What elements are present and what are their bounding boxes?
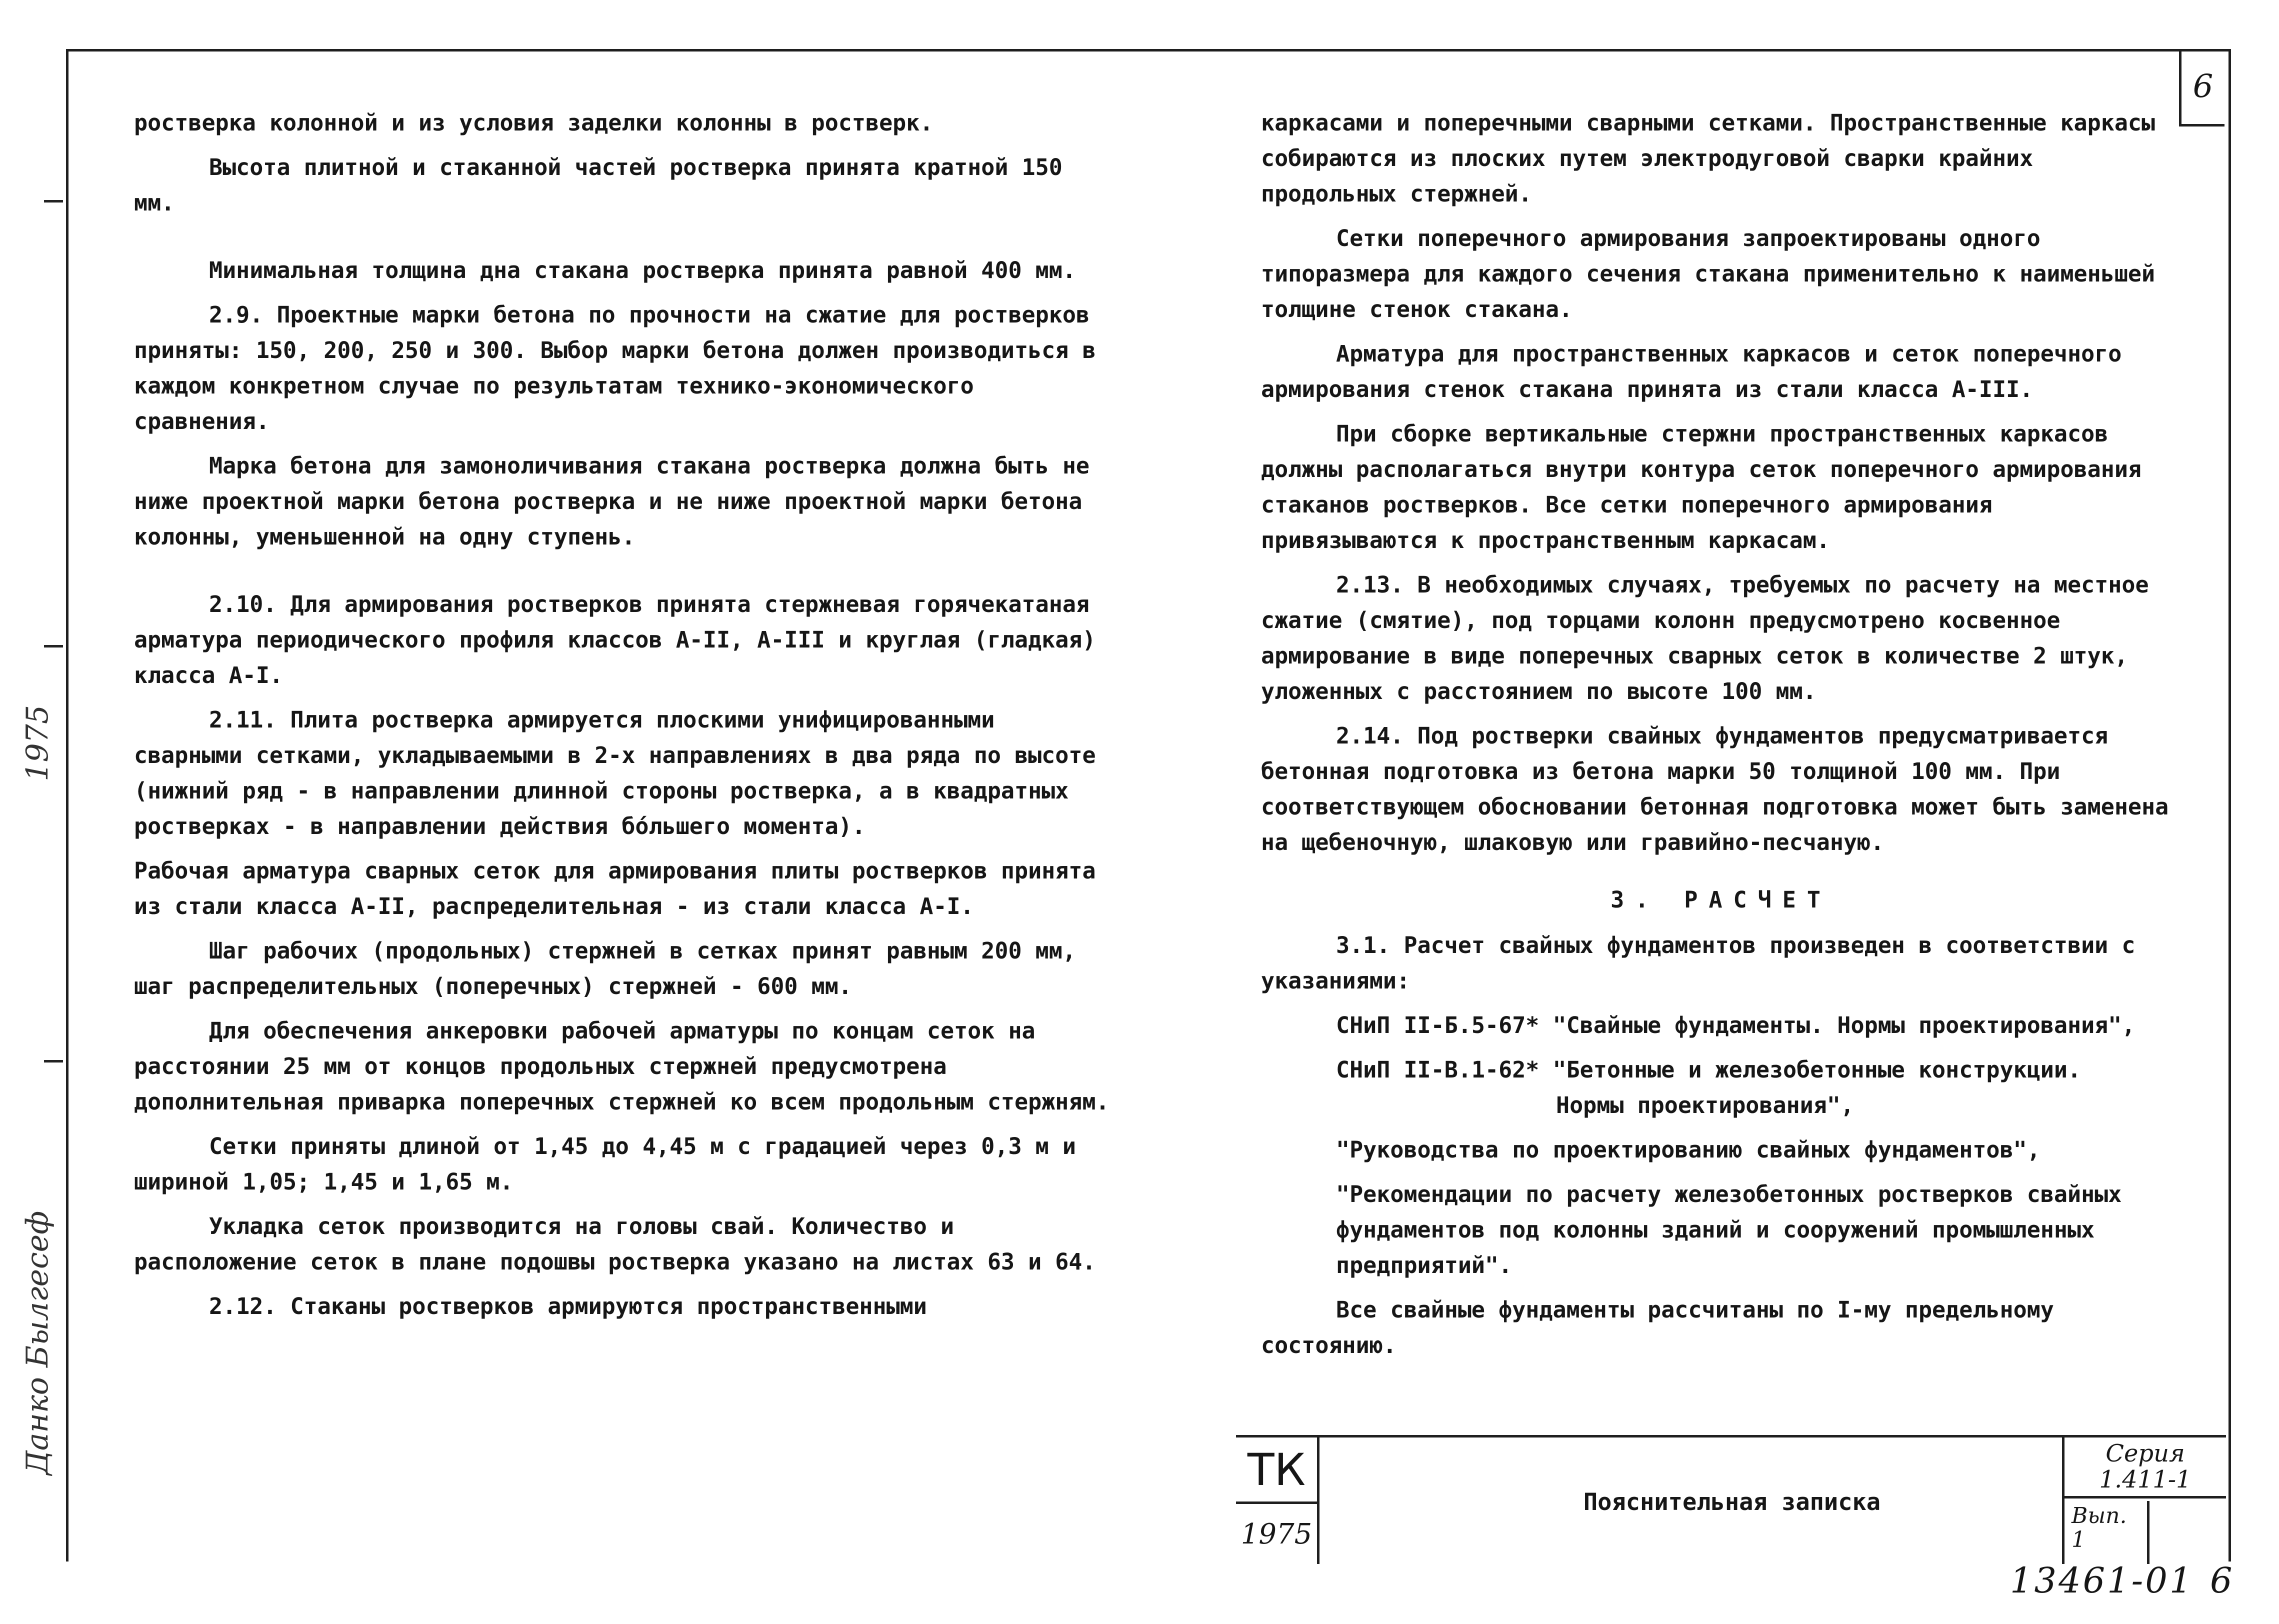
paragraph: Сетки поперечного армирования запроектированы одного типоразмера для каждого сечения стакана применительно к наименьшей толщине стенок стакана. <box>1261 225 2156 322</box>
reference-item: СНиП II-В.1-62* "Бетонные и железобетонные конструкции. <box>1336 1056 2082 1083</box>
margin-note-text: Данко Былгесеф <box>20 1210 55 1475</box>
footer-page-number: 6 <box>2210 1560 2232 1601</box>
paragraph: Высота плитной и стаканной частей ростверка принята кратной 150 мм. <box>134 154 1062 216</box>
title-block-title: Пояснительная записка <box>1583 1488 1881 1516</box>
paragraph: Марка бетона для замоноличивания стакана ростверка должна быть не ниже проектной марки бетона ростверка и не ниже проектной марки бетона колонны, уменьшенной на одну ступень. <box>134 452 1090 550</box>
paragraph: Рабочая арматура сварных сеток для армирования плиты ростверков принята из стали класса А-II, распределительная - из стали класса А-I. <box>134 858 1096 920</box>
paragraph: ростверка колонной и из условия заделки колонны в ростверк. <box>134 110 934 136</box>
sheet-number: 6 <box>2179 49 2224 126</box>
footer-code: 13461-01 <box>2010 1560 2194 1601</box>
paragraph: 2.12. Стаканы ростверков армируются пространственными <box>209 1293 927 1320</box>
series-value: 1.411-1 <box>2099 1466 2192 1494</box>
series-cell <box>2064 1438 2226 1498</box>
left-text-column <box>134 105 1114 1333</box>
series-label: Серия <box>2106 1440 2185 1468</box>
issue-cell <box>2064 1501 2150 1564</box>
margin-tick <box>44 200 63 202</box>
paragraph: 3.1. Расчет свайных фундаментов произведен в соответствии с указаниями: <box>1261 932 2136 994</box>
paragraph: 2.11. Плита ростверка армируется плоскими унифицированными сварными сетками, укладываемыми в 2-х направлениях в два ряда по высоте (нижний ряд - в направлении длинной стороны ростверка, а в квадратных ростверках - в направлении действия бо́льшего момента). <box>134 706 1096 840</box>
paragraph: 2.14. Под ростверки свайных фундаментов предусматривается бетонная подготовка из бетона марки 50 толщиной 100 мм. При соответствующем обосновании бетонная подготовка может быть заменена на щебеночную, шлаковую или гравийно-песчаную. <box>1261 722 2169 856</box>
reference-item: СНиП II-Б.5-67* "Свайные фундаменты. Нормы проектирования", <box>1336 1012 2136 1038</box>
paragraph: каркасами и поперечными сварными сетками. Пространственные каркасы собираются из плоских путем электродуговой сварки крайних продольных стержней. <box>1261 110 2156 207</box>
issue-value: 1 <box>2072 1527 2086 1552</box>
reference-item: "Руководства по проектированию свайных фундаментов", <box>1336 1136 2040 1163</box>
paragraph: Минимальная толщина дна стакана ростверка принята равной 400 мм. <box>209 257 1076 284</box>
paragraph: При сборке вертикальные стержни пространственных каркасов должны располагаться внутри контура сеток поперечного армирования стаканов ростверков. Все сетки поперечного армирования привязываются к пространственным каркасам. <box>1261 420 2142 554</box>
margin-tick <box>44 645 63 648</box>
reference-item: "Рекомендации по расчету железобетонных ростверков свайных фундаментов под колонны зданий и сооружений промышленных предприятий". <box>1336 1181 2122 1278</box>
paragraph: Арматура для пространственных каркасов и сеток поперечного армирования стенок стакана принята из стали класса А-III. <box>1261 340 2122 402</box>
paragraph: Сетки приняты длиной от 1,45 до 4,45 м с градацией через 0,3 м и шириной 1,05; 1,45 и 1,65 м. <box>134 1133 1076 1195</box>
section-title: 3. РАСЧЕТ <box>1610 886 1832 913</box>
right-text-column <box>1261 105 2181 1372</box>
reference-item: Нормы проектирования", <box>1556 1092 1854 1118</box>
title-block-year: 1975 <box>1236 1504 1320 1564</box>
issue-label: Вып. <box>2072 1503 2127 1528</box>
margin-note-year: 1975 <box>20 705 55 782</box>
title-block-series <box>2062 1438 2226 1564</box>
title-block <box>1236 1435 2226 1566</box>
title-block-org: ТК <box>1236 1438 1320 1504</box>
paragraph: 2.9. Проектные марки бетона по прочности на сжатие для ростверков приняты: 150, 200, 250 и 300. Выбор марки бетона должен производиться в каждом конкретном случае по результатам технико-экономического сравнения. <box>134 302 1096 434</box>
paragraph: Укладка сеток производится на головы свай. Количество и расположение сеток в плане подошвы ростверка указано на листах 63 и 64. <box>134 1213 1096 1275</box>
margin-handwritten-note <box>20 705 55 1475</box>
paragraph: 2.13. В необходимых случаях, требуемых по расчету на местное сжатие (смятие), под торцами колонн предусмотрено косвенное армирование в виде поперечных сварных сеток в количестве 2 штук, уложенных с расстоянием по высоте 100 мм. <box>1261 572 2149 704</box>
paragraph: Шаг рабочих (продольных) стержней в сетках принят равным 200 мм, шаг распределительных (поперечных) стержней - 600 мм. <box>134 938 1076 1000</box>
paragraph: 2.10. Для армирования ростверков принята стержневая горячекатаная арматура периодического профиля классов А-II, А-III и круглая (гладкая) класса А-I. <box>134 591 1096 688</box>
paragraph: Все свайные фундаменты рассчитаны по I-му предельному состоянию. <box>1261 1296 2054 1358</box>
paragraph: Для обеспечения анкеровки рабочей арматуры по концам сеток на расстоянии 25 мм от концов продольных стержней предусмотрена дополнительная приварка поперечных стержней ко всем продольным стержням. <box>134 1018 1110 1115</box>
